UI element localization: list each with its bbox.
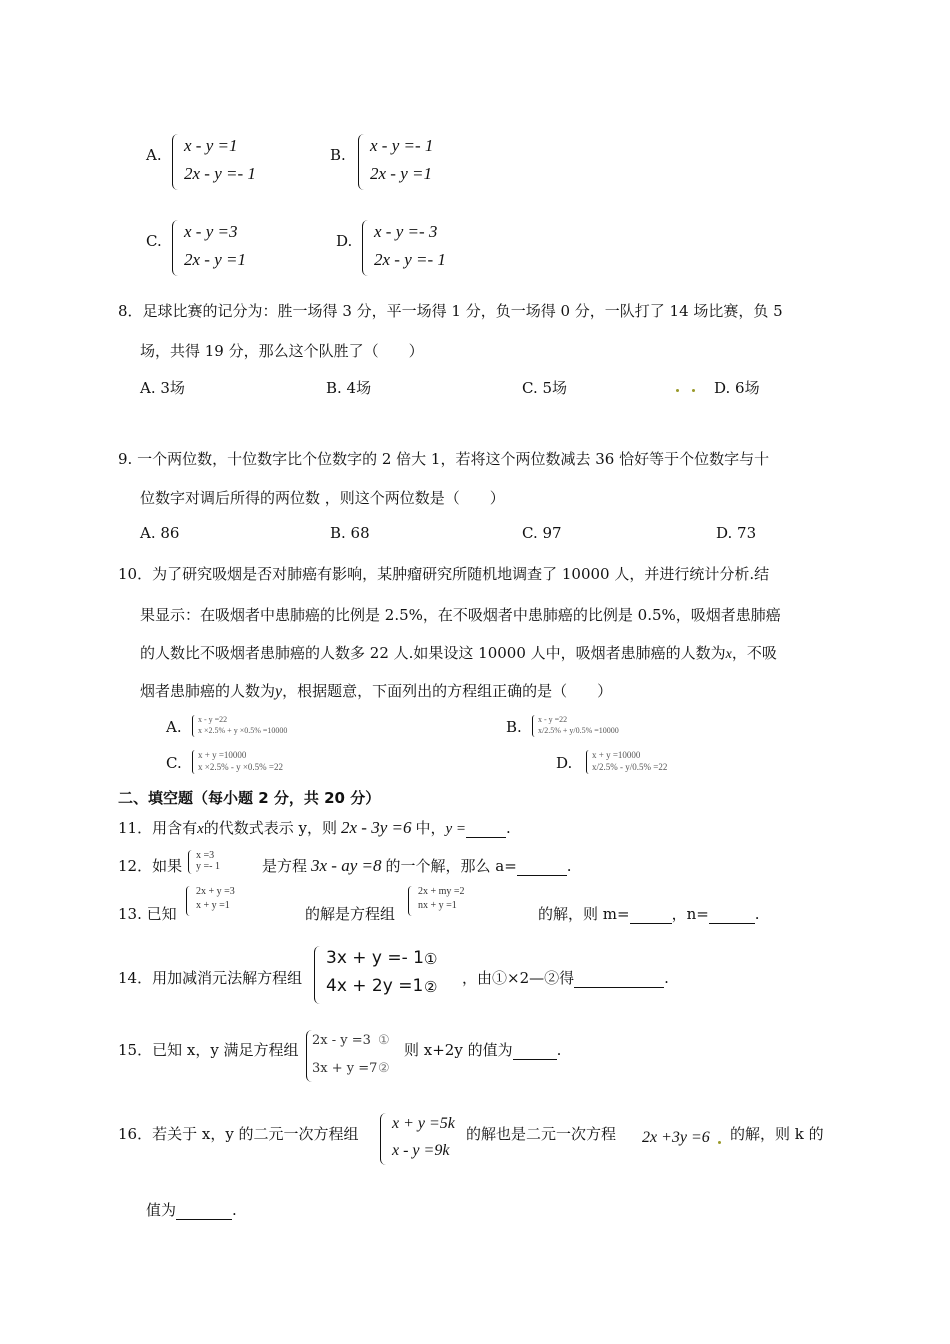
q7-option-c-label: C. <box>146 232 162 250</box>
q7-a-line2: 2x - y =- 1 <box>184 164 256 183</box>
q16-equation: 2x +3y =6 <box>642 1129 710 1146</box>
q15-system: 2x - y =3 3x + y =7 ① ② <box>306 1030 406 1082</box>
q10-text-line4: 烟者患肺癌的人数为y，根据题意，下面列出的方程组正确的是（ ） <box>140 682 613 700</box>
q7-option-b-system <box>358 134 468 190</box>
q10-option-c-label: C. <box>166 754 182 772</box>
var-y: y <box>275 683 283 700</box>
q12-equation: 3x - ay =8 <box>311 856 382 875</box>
q9-option-c: C. 97 <box>522 524 562 542</box>
q15-text: 则 x+2y 的值为 . <box>404 1041 562 1059</box>
circled-1: ① <box>424 950 438 968</box>
circled-2: ② <box>424 978 438 996</box>
q7-option-a-label: A. <box>146 146 162 164</box>
q9-text-line1: 9. 一个两位数，十位数字比个位数字的 2 倍大 1，若将这个两位数减去 36 恰好等于个位数字与十 <box>118 450 770 468</box>
circled-2: ② <box>378 1061 390 1076</box>
q15-answer-blank[interactable] <box>513 1041 557 1060</box>
q13-system-2: 2x + my =2 nx + y =1 <box>408 886 528 916</box>
scan-dot <box>692 389 695 392</box>
q8-option-d: D. 6场 <box>714 379 760 397</box>
q10-option-d-label: D. <box>556 754 573 772</box>
q10-option-a-system: x - y =22 x ×2.5% + y ×0.5% =10000 <box>192 715 322 737</box>
q7-d-line2: 2x - y =- 1 <box>374 250 446 269</box>
q10-text-line3: 的人数比不吸烟者患肺癌的人数多 22 人.如果设这 10000 人中，吸烟者患肺癌的人数为x，不吸 <box>140 644 777 662</box>
q9-text-line2: 位数字对调后所得的两位数 ，则这个两位数是（ ） <box>140 489 505 507</box>
scan-dot <box>718 1141 721 1144</box>
q7-c-line1: x - y =3 <box>184 222 238 241</box>
q10-option-d-system: x + y =10000 x/2.5% - y/0.5% =22 <box>586 750 736 774</box>
q14-answer-blank[interactable] <box>574 969 664 988</box>
q7-b-line2: 2x - y =1 <box>370 164 432 183</box>
q7-option-b-label: B. <box>330 146 346 164</box>
q7-option-c-system <box>172 220 282 276</box>
q8-option-a: A. 3场 <box>140 379 185 397</box>
q15-prefix: 15．已知 x，y 满足方程组 <box>118 1041 299 1059</box>
q11: 11．用含有x的代数式表示 y，则 2x - 3y =6 中，y = . <box>118 818 511 837</box>
q16-post: 的解，则 k 的 <box>730 1125 824 1143</box>
q7-b-line1: x - y =- 1 <box>370 136 434 155</box>
q8-text-line2: 场，共得 19 分，那么这个队胜了（ ） <box>140 342 424 360</box>
q16-answer-blank[interactable] <box>176 1201 232 1220</box>
section-title: 二、填空题（每小题 2 分，共 20 分） <box>118 789 381 807</box>
q9-option-d: D. 73 <box>716 524 757 542</box>
q9-option-a: A. 86 <box>140 524 180 542</box>
var-x: x <box>197 821 204 837</box>
q10-option-a-label: A. <box>166 718 182 736</box>
q12-system: x =3 y =- 1 <box>188 850 258 874</box>
q7-option-d-system <box>362 220 472 276</box>
q9-option-b: B. 68 <box>330 524 370 542</box>
q13-mid: 的解是方程组 <box>305 905 396 923</box>
q10-text-line1: 10．为了研究吸烟是否对肺癌有影响，某肿瘤研究所随机地调查了 10000 人，并进行统计分析.结 <box>118 565 770 583</box>
q12-answer-blank[interactable] <box>517 857 567 876</box>
q7-c-line2: 2x - y =1 <box>184 250 246 269</box>
q14-text: ，由①×2—②得 . <box>462 969 669 987</box>
q14-system: 3x + y =- 1 4x + 2y =1 ① ② <box>314 946 454 1004</box>
q13-m-blank[interactable] <box>630 905 672 924</box>
q10-option-c-system: x + y =10000 x ×2.5% - y ×0.5% =22 <box>192 750 342 774</box>
q7-d-line1: x - y =- 3 <box>374 222 438 241</box>
q16-mid: 的解也是二元一次方程 <box>466 1125 617 1143</box>
q13-system-1: 2x + y =3 x + y =1 <box>186 886 296 916</box>
q14-prefix: 14．用加减消元法解方程组 <box>118 969 303 987</box>
q10-text-line2: 果显示：在吸烟者中患肺癌的比例是 2.5%，在不吸烟者中患肺癌的比例是 0.5%，吸烟者患肺癌 <box>140 606 781 624</box>
q11-equation: 2x - 3y =6 <box>341 818 412 837</box>
q8-option-b: B. 4场 <box>326 379 372 397</box>
q16-prefix: 16．若关于 x，y 的二元一次方程组 <box>118 1125 359 1143</box>
q8-text-line1: 8．足球比赛的记分为：胜一场得 3 分，平一场得 1 分，负一场得 0 分，一队打了 14 场比赛，负 5 <box>118 302 783 320</box>
q7-a-line1: x - y =1 <box>184 136 238 155</box>
q11-answer-blank[interactable] <box>466 819 506 838</box>
q13-prefix: 13. 已知 <box>118 905 177 923</box>
q8-option-c: C. 5场 <box>522 379 568 397</box>
q7-option-a-system <box>172 134 282 190</box>
q16-system: x + y =5k x - y =9k <box>380 1113 480 1165</box>
q16-line2: 值为 . <box>146 1201 237 1219</box>
q10-option-b-label: B. <box>506 718 522 736</box>
var-x: x <box>725 647 732 662</box>
q7-option-d-label: D. <box>336 232 353 250</box>
q10-option-b-system: x - y =22 x/2.5% + y/0.5% =10000 <box>532 715 662 737</box>
circled-1: ① <box>378 1033 390 1048</box>
q12-text: 是方程 3x - ay =8 的一个解，那么 a= . <box>262 856 572 875</box>
q13-text: 的解，则 m= ，n= . <box>538 905 760 923</box>
scan-dot <box>676 389 679 392</box>
q12-prefix: 12．如果 <box>118 857 183 875</box>
q13-n-blank[interactable] <box>709 905 755 924</box>
